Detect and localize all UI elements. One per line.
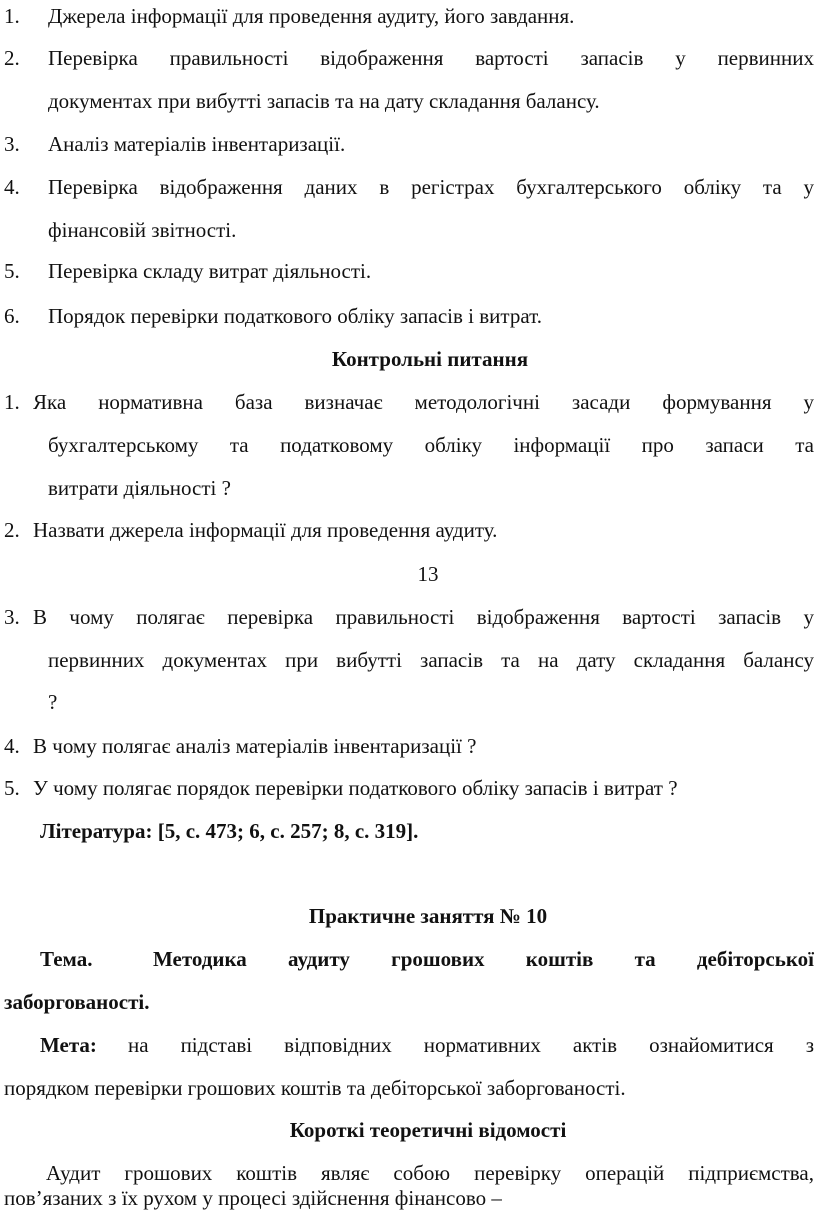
- list-item-text: Джерела інформації для проведення аудиту, його завдання.: [48, 4, 575, 28]
- question-text: Яка нормативна база визначає методологічні засади формування у: [33, 390, 814, 414]
- theory-paragraph-line: Аудит грошових коштів являє собою перевірку операцій підприємства,: [46, 1161, 814, 1185]
- list-item-text-continued: документах при вибутті запасів та на дату складання балансу.: [48, 89, 600, 113]
- control-questions-heading: Контрольні питання: [331, 347, 529, 371]
- literature-reference: Література: [5, с. 473; 6, с. 257; 8, с. 319].: [40, 819, 419, 843]
- list-item-text: Аналіз матеріалів інвентаризації.: [48, 132, 346, 156]
- topic-label: Тема.: [40, 947, 93, 971]
- theory-paragraph-line: пов’язаних з їх рухом у процесі здійснення фінансово –: [4, 1186, 502, 1210]
- topic-text: Методика аудиту грошових коштів та дебіторської: [153, 947, 814, 971]
- question-text-continued: первинних документах при вибутті запасів та на дату складання балансу: [48, 648, 814, 672]
- theory-heading: Короткі теоретичні відомості: [289, 1118, 567, 1142]
- list-item-text-continued: фінансовій звітності.: [48, 218, 237, 242]
- list-item-number: 2.: [4, 46, 20, 70]
- list-item-number: 6.: [4, 304, 20, 328]
- question-number: 5.: [4, 776, 20, 800]
- question-text: В чому полягає аналіз матеріалів інвентаризації ?: [33, 734, 477, 758]
- list-item-text: Порядок перевірки податкового обліку запасів і витрат.: [48, 304, 542, 328]
- goal-text-continued: порядком перевірки грошових коштів та дебіторської заборгованості.: [4, 1076, 626, 1100]
- question-number: 3.: [4, 605, 20, 629]
- question-number: 2.: [4, 518, 20, 542]
- list-item-number: 3.: [4, 132, 20, 156]
- list-item-text: Перевірка складу витрат діяльності.: [48, 259, 372, 283]
- question-text: В чому полягає перевірка правильності відображення вартості запасів у: [33, 605, 814, 629]
- practice-heading: Практичне заняття № 10: [308, 904, 548, 928]
- question-text-continued: бухгалтерському та податковому обліку інформації про запаси та: [48, 433, 814, 457]
- page-number: 13: [417, 562, 439, 586]
- question-text-continued: ?: [48, 690, 58, 714]
- question-number: 1.: [4, 390, 20, 414]
- list-item-number: 4.: [4, 175, 20, 199]
- list-item-number: 1.: [4, 4, 20, 28]
- list-item-number: 5.: [4, 259, 20, 283]
- topic-text-continued: заборгованості.: [4, 990, 150, 1014]
- list-item-text: Перевірка правильності відображення вартості запасів у первинних: [48, 46, 814, 70]
- list-item-text: Перевірка відображення даних в регістрах бухгалтерського обліку та у: [48, 175, 814, 199]
- question-text-continued: витрати діяльності ?: [48, 476, 231, 500]
- question-number: 4.: [4, 734, 20, 758]
- goal-text: на підставі відповідних нормативних актів ознайомитися з: [128, 1033, 814, 1057]
- question-text: Назвати джерела інформації для проведення аудиту.: [33, 518, 498, 542]
- question-text: У чому полягає порядок перевірки податкового обліку запасів і витрат ?: [33, 776, 678, 800]
- goal-label: Мета:: [40, 1033, 97, 1057]
